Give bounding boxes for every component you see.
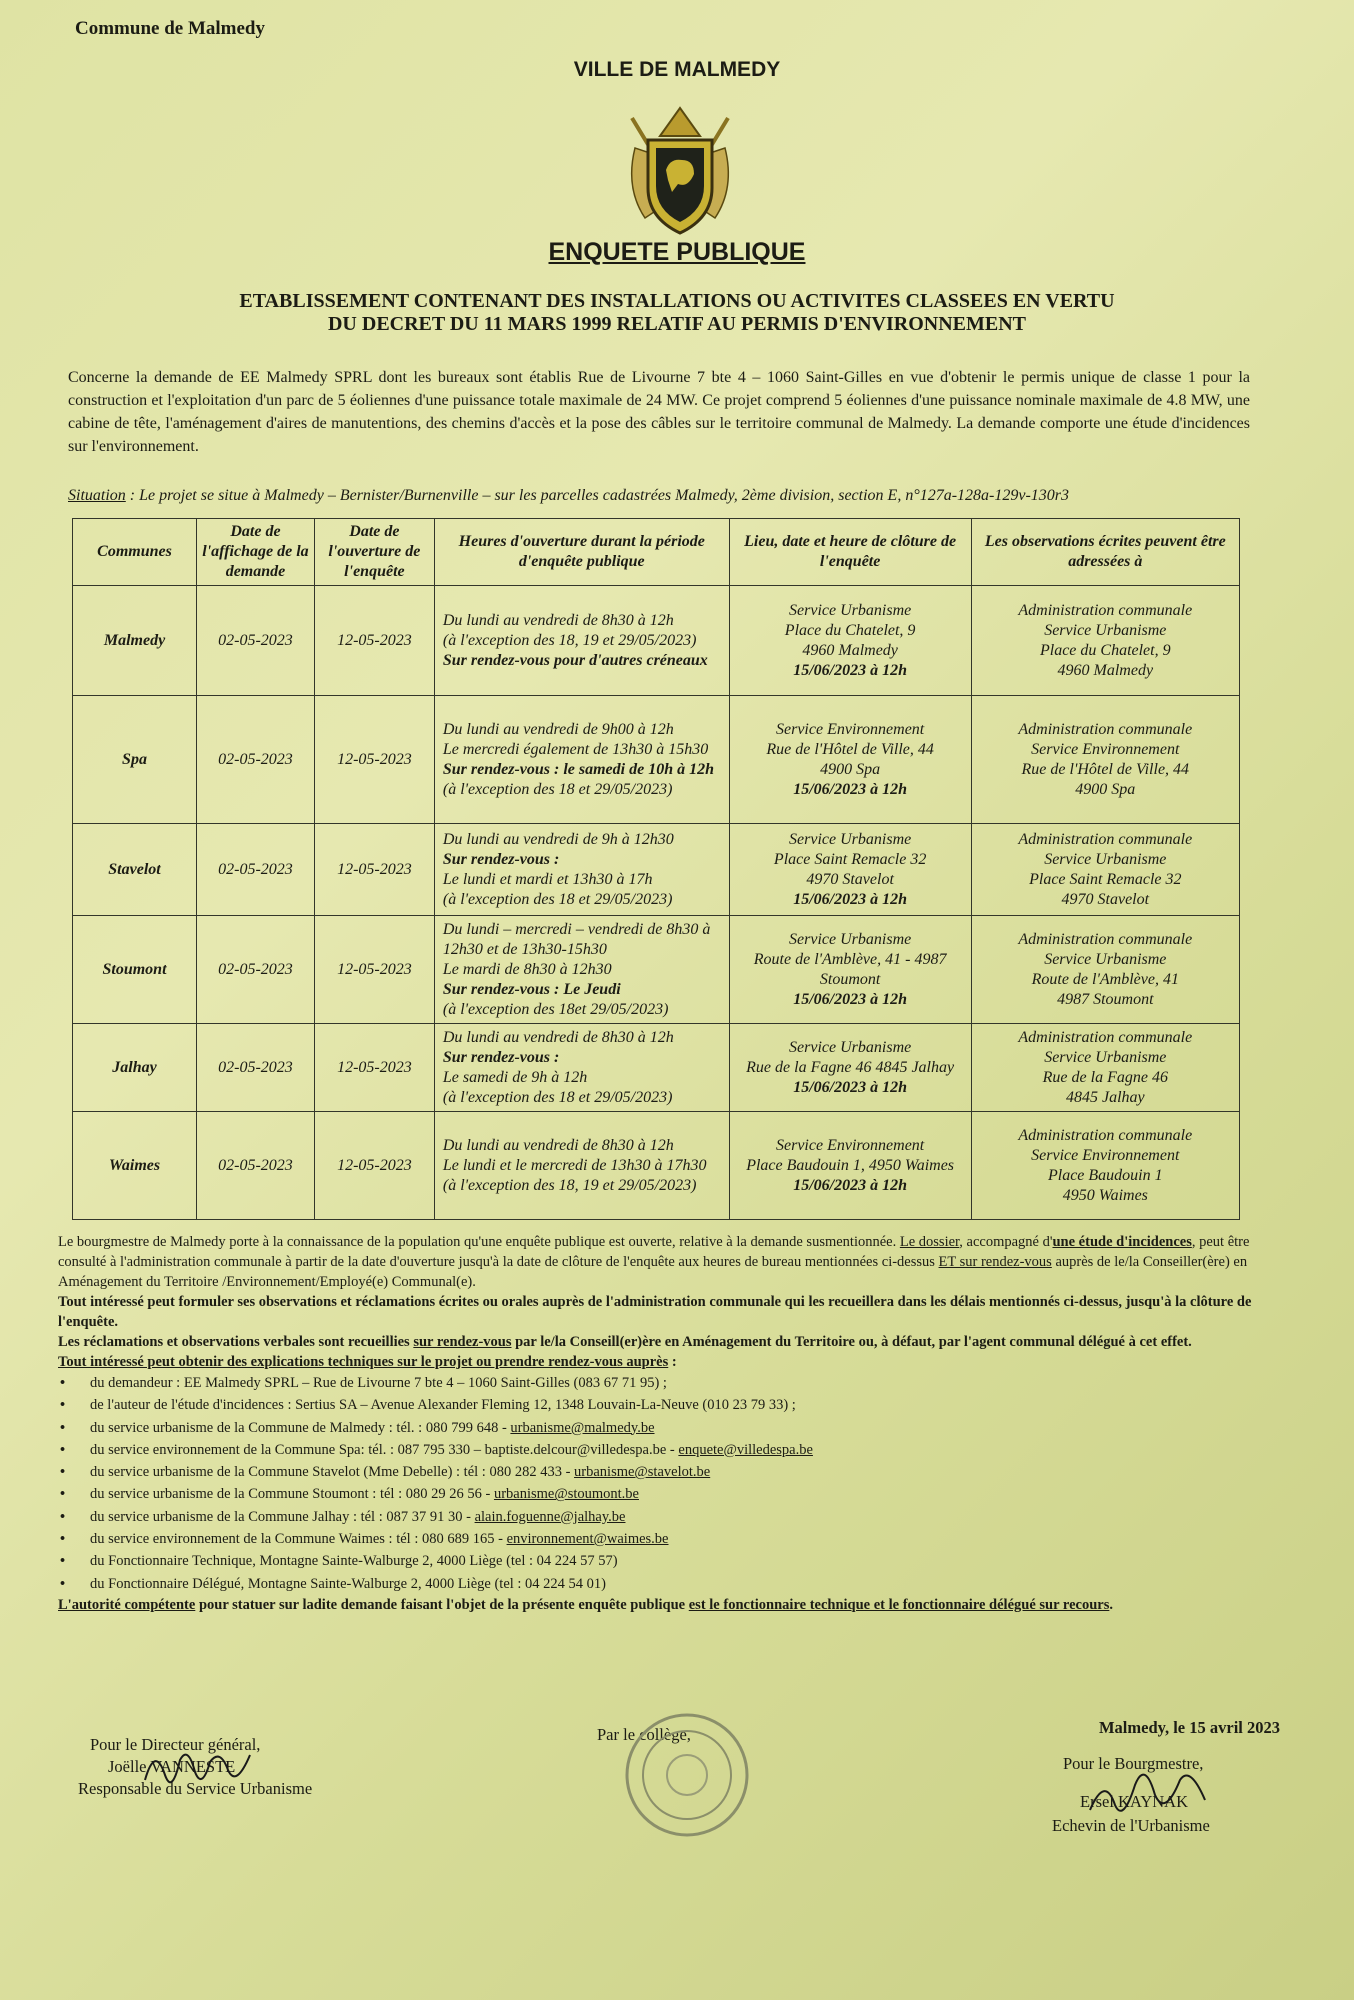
hours-line: Sur rendez-vous :	[442, 850, 560, 868]
cell-affichage: 02-05-2023	[197, 1112, 315, 1220]
obs-line: Place Saint Remacle 32	[1029, 870, 1182, 888]
lieu-line: 15/06/2023 à 12h	[793, 990, 908, 1008]
paragraph-explanations	[58, 1352, 1258, 1372]
situation-line	[68, 487, 1278, 505]
situation-label: Situation	[68, 487, 126, 504]
signature-date: Malmedy, le 15 avril 2023	[1098, 1718, 1280, 1737]
hours-line: Sur rendez-vous :	[442, 1048, 560, 1066]
contact-text: de l'auteur de l'étude d'incidences : Sertius SA – Avenue Alexander Fleming 12, 1348 Louvain-La-Neuve (010 23 79 33) ;	[90, 1397, 796, 1414]
lieu-line: 4970 Stavelot	[806, 870, 894, 888]
hours-line: Du lundi au vendredi de 8h30 à 12h	[442, 611, 674, 629]
obs-line: Administration communale	[1018, 720, 1193, 738]
text-span: Les réclamations et observations verbales sont recueillies	[58, 1334, 414, 1350]
cell-affichage: 02-05-2023	[197, 696, 315, 824]
hours-line: Le lundi et le mercredi de 13h30 à 17h30	[442, 1156, 707, 1174]
text-span: sur rendez-vous	[413, 1334, 512, 1350]
table-row	[73, 1112, 1240, 1220]
signature-college: Par le collège,	[597, 1725, 691, 1744]
list-item	[90, 1528, 1258, 1550]
cell-commune: Stoumont	[73, 916, 197, 1024]
signature-mayor-role: Echevin de l'Urbanisme	[1052, 1816, 1210, 1835]
table-row	[73, 696, 1240, 824]
text-span: .	[1109, 1596, 1113, 1613]
city-title: VILLE DE MALMEDY	[573, 58, 781, 81]
cell-hours	[434, 586, 729, 696]
text-span: est le fonctionnaire technique et le fonctionnaire délégué sur recours	[688, 1596, 1110, 1613]
cell-observations	[971, 696, 1239, 824]
contact-text: du service urbanisme de la Commune Stavelot (Mme Debelle) : tél : 080 282 433 -	[90, 1464, 575, 1481]
cell-ouverture: 12-05-2023	[314, 1112, 434, 1220]
contact-text: du service environnement de la Commune Waimes : tél : 080 689 165 -	[90, 1531, 507, 1548]
obs-line: Administration communale	[1018, 1028, 1193, 1046]
obs-line: Rue de la Fagne 46	[1042, 1068, 1168, 1086]
lieu-line: 15/06/2023 à 12h	[793, 780, 908, 798]
header-lieu: Lieu, date et heure de clôture de l'enquête	[729, 519, 971, 586]
lieu-line: 15/06/2023 à 12h	[793, 661, 908, 679]
contact-text: du service urbanisme de la Commune de Malmedy : tél. : 080 799 648 -	[90, 1419, 511, 1436]
lieu-line: Service Urbanisme	[789, 601, 912, 619]
cell-affichage: 02-05-2023	[197, 916, 315, 1024]
coat-of-arms-icon	[620, 88, 740, 238]
obs-line: Administration communale	[1018, 601, 1193, 619]
text-span: ET sur rendez-vous	[938, 1254, 1052, 1270]
contact-email-link[interactable]: enquete@villedespa.be	[678, 1441, 813, 1458]
list-item	[90, 1461, 1258, 1483]
lieu-line: Service Environnement	[776, 720, 925, 738]
lieu-line: 4900 Spa	[820, 760, 881, 778]
hours-line: (à l'exception des 18, 19 et 29/05/2023)	[442, 631, 697, 649]
obs-line: Administration communale	[1018, 930, 1193, 948]
obs-line: 4950 Waimes	[1062, 1186, 1148, 1204]
cell-commune: Waimes	[73, 1112, 197, 1220]
cell-hours	[434, 824, 729, 916]
contact-email-link[interactable]: alain.foguenne@jalhay.be	[474, 1508, 626, 1525]
table-row	[73, 916, 1240, 1024]
table-row	[73, 824, 1240, 916]
lieu-line: Service Environnement	[776, 1136, 925, 1154]
obs-line: Administration communale	[1018, 1126, 1193, 1144]
hours-line: Du lundi au vendredi de 8h30 à 12h	[442, 1136, 674, 1154]
cell-hours	[434, 916, 729, 1024]
cell-lieu	[729, 586, 971, 696]
table-header-row	[73, 519, 1240, 586]
cell-commune: Malmedy	[73, 586, 197, 696]
cell-lieu	[729, 696, 971, 824]
hours-line: Du lundi au vendredi de 9h00 à 12h	[442, 720, 674, 738]
cell-lieu	[729, 1112, 971, 1220]
contact-text: du Fonctionnaire Délégué, Montagne Sainte-Walburge 2, 4000 Liège (tel : 04 224 54 01)	[90, 1575, 607, 1592]
text-span: pour statuer sur ladite demande faisant l'objet de la présente enquête publique	[195, 1596, 689, 1613]
cell-lieu	[729, 916, 971, 1024]
signature-director-pour: Pour le Directeur général,	[90, 1735, 261, 1754]
commune-header: Commune de Malmedy	[75, 18, 265, 39]
obs-line: 4970 Stavelot	[1061, 890, 1150, 908]
lieu-line: Rue de la Fagne 46 4845 Jalhay	[746, 1058, 955, 1076]
signature-director-name: Joëlle VANNESTE	[108, 1757, 236, 1776]
obs-line: Service Urbanisme	[1044, 1048, 1167, 1066]
contact-list	[58, 1372, 1258, 1595]
header-observations: Les observations écrites peuvent être adressées à	[971, 519, 1239, 586]
subtitle	[150, 290, 1204, 336]
text-span: par le/la Conseill(er)ère en Aménagement du Territoire ou, à défaut, par l'agent communal délégué à cet effet.	[511, 1334, 1192, 1350]
lieu-line: Place Saint Remacle 32	[773, 850, 927, 868]
hours-line: Le lundi et mardi et 13h30 à 17h	[442, 870, 653, 888]
hours-line: Du lundi – mercredi – vendredi de 8h30 à 12h30 et de 13h30-15h30	[442, 920, 711, 958]
hours-line: (à l'exception des 18 et 29/05/2023)	[442, 1088, 673, 1106]
obs-line: 4845 Jalhay	[1065, 1088, 1145, 1106]
lieu-line: 4960 Malmedy	[802, 641, 898, 659]
obs-line: Service Urbanisme	[1044, 950, 1167, 968]
list-item	[90, 1483, 1258, 1505]
text-span: , peut être consulté à l'administration communale à partir de la date d'ouverture jusqu'à la date de clôture de l'enquête aux heures de bureau mentionnées ci-dessus	[58, 1234, 1250, 1270]
table-row	[73, 1024, 1240, 1112]
table-row	[73, 586, 1240, 696]
paragraph-verbal	[58, 1332, 1258, 1352]
cell-affichage: 02-05-2023	[197, 824, 315, 916]
contact-email-link[interactable]: environnement@waimes.be	[506, 1531, 669, 1548]
cell-hours	[434, 696, 729, 824]
schedule-table	[72, 518, 1240, 1220]
cell-commune: Jalhay	[73, 1024, 197, 1112]
paragraph-observations: Tout intéressé peut formuler ses observations et réclamations écrites ou orales auprès de l'administration communale qui les recueillera dans les délais mentionnés ci-dessus, jusqu'à la clôture de l'enquête.	[58, 1294, 1252, 1330]
contact-text: du service urbanisme de la Commune Stoumont : tél : 080 29 26 56 -	[90, 1486, 494, 1503]
cell-affichage: 02-05-2023	[197, 1024, 315, 1112]
header-affichage: Date de l'affichage de la demande	[197, 519, 315, 586]
lieu-line: Place du Chatelet, 9	[784, 621, 916, 639]
cell-observations	[971, 1024, 1239, 1112]
signature-director-role: Responsable du Service Urbanisme	[78, 1779, 313, 1798]
lieu-line: 15/06/2023 à 12h	[793, 890, 908, 908]
hours-line: Du lundi au vendredi de 9h à 12h30	[442, 830, 674, 848]
cell-lieu	[729, 824, 971, 916]
paragraph-consultation	[58, 1232, 1258, 1292]
obs-line: 4900 Spa	[1075, 780, 1136, 798]
text-span: une étude d'incidences	[1052, 1234, 1192, 1250]
list-item	[90, 1573, 1258, 1595]
subtitle-line-1: ETABLISSEMENT CONTENANT DES INSTALLATIONS OU ACTIVITES CLASSEES EN VERTU	[239, 290, 1115, 312]
list-item	[90, 1372, 1258, 1394]
handwritten-signature-icon	[140, 1740, 260, 1800]
cell-observations	[971, 586, 1239, 696]
lieu-line: Service Urbanisme	[789, 830, 912, 848]
list-item	[90, 1550, 1258, 1572]
lieu-line: 15/06/2023 à 12h	[793, 1078, 908, 1096]
contact-text: du service urbanisme de la Commune Jalhay : tél : 087 37 91 30 -	[90, 1508, 475, 1525]
list-item	[90, 1506, 1258, 1528]
cell-ouverture: 12-05-2023	[314, 696, 434, 824]
hours-line: Du lundi au vendredi de 8h30 à 12h	[442, 1028, 674, 1046]
list-item	[90, 1417, 1258, 1439]
obs-line: 4987 Stoumont	[1057, 990, 1154, 1008]
lieu-line: Service Urbanisme	[789, 930, 912, 948]
hours-line: Le samedi de 9h à 12h	[442, 1068, 588, 1086]
hours-line: (à l'exception des 18 et 29/05/2023)	[442, 890, 673, 908]
official-seal-icon	[622, 1710, 752, 1840]
handwritten-signature-icon	[1085, 1755, 1215, 1825]
text-span: Le dossier	[899, 1234, 960, 1250]
obs-line: Service Environnement	[1031, 740, 1180, 758]
lieu-line: Rue de l'Hôtel de Ville, 44	[766, 740, 934, 758]
contact-text: du demandeur : EE Malmedy SPRL – Rue de Livourne 7 bte 4 – 1060 Saint-Gilles (083 67 71 95) ;	[90, 1375, 667, 1391]
obs-line: Service Urbanisme	[1044, 621, 1167, 639]
hours-line: Sur rendez-vous : le samedi de 10h à 12h	[442, 760, 714, 778]
lieu-line: Place Baudouin 1, 4950 Waimes	[746, 1156, 955, 1174]
text-span: , accompagné d'	[959, 1234, 1053, 1250]
cell-affichage: 02-05-2023	[197, 586, 315, 696]
list-item	[90, 1439, 1258, 1461]
text-span: L'autorité compétente	[58, 1596, 196, 1613]
contact-email-link[interactable]: urbanisme@stavelot.be	[574, 1464, 711, 1481]
obs-line: Place Baudouin 1	[1047, 1166, 1163, 1184]
cell-observations	[971, 824, 1239, 916]
text-span: :	[668, 1354, 677, 1370]
main-title: ENQUETE PUBLIQUE	[548, 238, 806, 266]
text-span: Tout intéressé peut obtenir des explications techniques sur le projet ou prendre rendez-vous auprès	[58, 1354, 669, 1370]
intro-paragraph: Concerne la demande de EE Malmedy SPRL dont les bureaux sont établis Rue de Livourne 7 bte 4 – 1060 Saint-Gilles en vue d'obtenir le permis unique de classe 1 pour la construction et l'exploitation d'un parc de 5 éoliennes d'une puissance totale maximale de 24 MW. Ce projet comprend 5 éoliennes d'une puissance nominale maximale de 4.8 MW, une cabine de tête, l'aménagement d'aires de manutentions, des chemins d'accès et la pose des câbles sur le territoire communal de Malmedy. La demande comporte une étude d'incidences sur l'environnement.	[68, 369, 1250, 455]
lieu-line: Service Urbanisme	[789, 1038, 912, 1056]
obs-line: 4960 Malmedy	[1057, 661, 1154, 679]
cell-ouverture: 12-05-2023	[314, 586, 434, 696]
hours-line: (à l'exception des 18, 19 et 29/05/2023)	[442, 1176, 697, 1194]
lieu-line: Route de l'Amblève, 41 - 4987 Stoumont	[753, 950, 947, 988]
body-text	[58, 1232, 1258, 1615]
lieu-line: 15/06/2023 à 12h	[793, 1176, 908, 1194]
hours-line: (à l'exception des 18 et 29/05/2023)	[442, 780, 673, 798]
situation-text: : Le projet se situe à Malmedy – Bernister/Burnenville – sur les parcelles cadastrées Malmedy, 2ème division, section E, n°127a-128a-129v-130r3	[125, 487, 1070, 504]
signature-mayor-pour: Pour le Bourgmestre,	[1063, 1754, 1204, 1773]
obs-line: Service Environnement	[1031, 1146, 1180, 1164]
cell-lieu	[729, 1024, 971, 1112]
contact-email-link[interactable]: urbanisme@malmedy.be	[510, 1419, 655, 1436]
contact-text: du Fonctionnaire Technique, Montagne Sainte-Walburge 2, 4000 Liège (tel : 04 224 57 57)	[90, 1553, 618, 1570]
header-heures: Heures d'ouverture durant la période d'enquête publique	[434, 519, 729, 586]
hours-line: Sur rendez-vous : Le Jeudi	[442, 980, 621, 998]
cell-hours	[434, 1024, 729, 1112]
cell-observations	[971, 1112, 1239, 1220]
obs-line: Rue de l'Hôtel de Ville, 44	[1021, 760, 1190, 778]
obs-line: Administration communale	[1018, 830, 1193, 848]
hours-line: Le mardi de 8h30 à 12h30	[442, 960, 612, 978]
cell-hours	[434, 1112, 729, 1220]
contact-email-link[interactable]: urbanisme@stoumont.be	[493, 1486, 639, 1503]
cell-ouverture: 12-05-2023	[314, 1024, 434, 1112]
contact-text: du service environnement de la Commune Spa: tél. : 087 795 330 – baptiste.delcour@villedespa.be -	[90, 1441, 679, 1458]
obs-line: Route de l'Amblève, 41	[1031, 970, 1179, 988]
obs-line: Place du Chatelet, 9	[1039, 641, 1171, 659]
header-communes: Communes	[73, 519, 197, 586]
obs-line: Service Urbanisme	[1044, 850, 1167, 868]
cell-ouverture: 12-05-2023	[314, 916, 434, 1024]
hours-line: Sur rendez-vous pour d'autres créneaux	[442, 651, 708, 669]
signature-mayor-name: Ersel KAYNAK	[1080, 1792, 1189, 1811]
hours-line: (à l'exception des 18et 29/05/2023)	[442, 1000, 669, 1018]
cell-commune: Stavelot	[73, 824, 197, 916]
hours-line: Le mercredi également de 13h30 à 15h30	[442, 740, 709, 758]
cell-commune: Spa	[73, 696, 197, 824]
text-span: Le bourgmestre de Malmedy porte à la connaissance de la population qu'une enquête publique est ouverte, relative à la demande susmentionnée.	[58, 1234, 900, 1250]
cell-observations	[971, 916, 1239, 1024]
header-ouverture: Date de l'ouverture de l'enquête	[314, 519, 434, 586]
text-span: auprès de le/la Conseiller(ère) en Aménagement du Territoire /Environnement/Employé(e) Communal(e).	[58, 1254, 1248, 1290]
paragraph-authority	[58, 1595, 1258, 1615]
subtitle-line-2: DU DECRET DU 11 MARS 1999 RELATIF AU PERMIS D'ENVIRONNEMENT	[327, 313, 1027, 335]
cell-ouverture: 12-05-2023	[314, 824, 434, 916]
list-item	[90, 1394, 1258, 1416]
